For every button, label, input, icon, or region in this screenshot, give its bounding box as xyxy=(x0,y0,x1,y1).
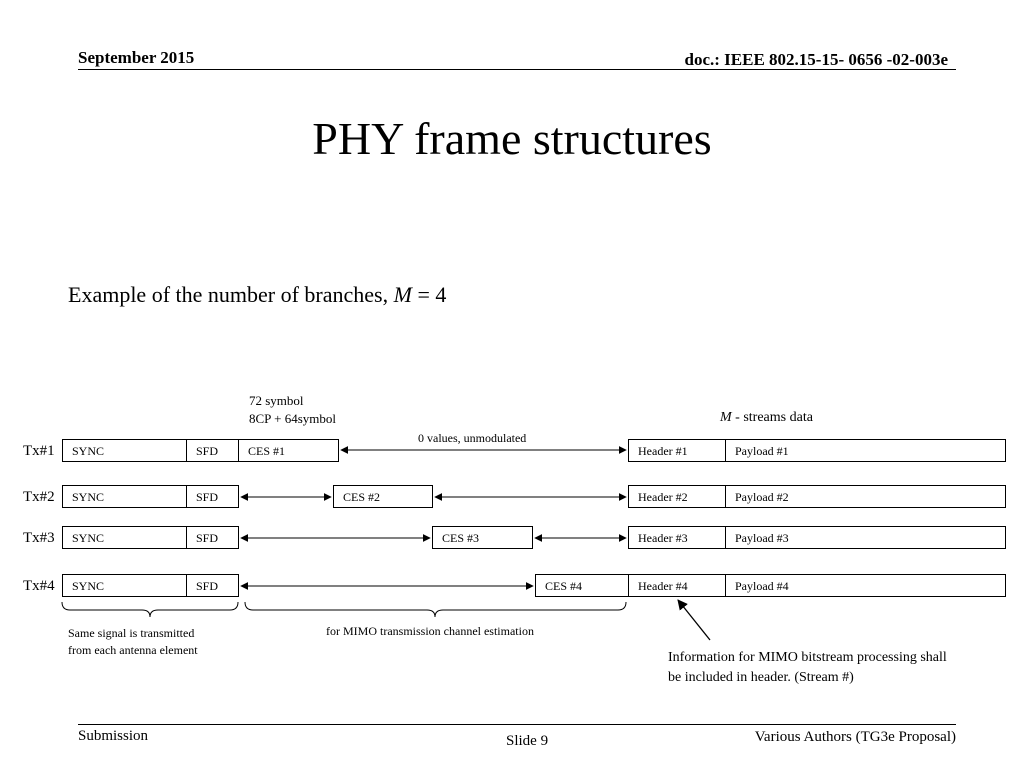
symbol-breakdown-label: 8CP + 64symbol xyxy=(249,411,337,426)
tx-label: Tx#3 xyxy=(23,530,55,546)
sfd-field: SFD xyxy=(186,526,239,549)
header-info-note: Information for MIMO bitstream processing shall be included in header. (Stream #) xyxy=(668,650,947,685)
sfd-field: SFD xyxy=(186,439,239,462)
tx-label: Tx#2 xyxy=(23,489,55,505)
same-signal-note xyxy=(68,625,248,659)
payload-field: Payload #2 xyxy=(725,485,1006,508)
payload-field: Payload #1 xyxy=(725,439,1006,462)
footer-authors: Various Authors (TG3e Proposal) xyxy=(754,729,956,745)
mimo-estimation-label: for MIMO transmission channel estimation xyxy=(326,624,534,638)
same-signal-brace xyxy=(62,602,238,617)
sfd-field: SFD xyxy=(186,485,239,508)
header-field: Header #2 xyxy=(628,485,726,508)
subtitle-suffix: = 4 xyxy=(411,282,447,307)
ces-field: CES #2 xyxy=(333,485,433,508)
ces-field: CES #1 xyxy=(238,439,339,462)
same-signal-line-1: Same signal is transmitted xyxy=(68,626,195,640)
footer-slide-number: Slide 9 xyxy=(506,733,549,749)
footer-rule xyxy=(78,724,956,725)
header-field: Header #1 xyxy=(628,439,726,462)
same-signal-line-2: from each antenna element xyxy=(68,643,198,657)
header-pointer-arrow xyxy=(678,600,710,640)
header-field: Header #4 xyxy=(628,574,726,597)
sync-field: SYNC xyxy=(62,439,187,462)
header-field: Header #3 xyxy=(628,526,726,549)
tx-label: Tx#1 xyxy=(23,443,55,459)
sync-field: SYNC xyxy=(62,574,187,597)
payload-field: Payload #3 xyxy=(725,526,1006,549)
zero-values-label: 0 values, unmodulated xyxy=(418,431,527,445)
sfd-field: SFD xyxy=(186,574,239,597)
payload-field: Payload #4 xyxy=(725,574,1006,597)
subtitle-var: M xyxy=(393,282,412,307)
streams-var: M xyxy=(720,410,732,425)
header-date: September 2015 xyxy=(78,48,195,67)
tx-label: Tx#4 xyxy=(23,578,55,594)
symbol-count-label: 72 symbol xyxy=(249,393,304,408)
ces-field: CES #4 xyxy=(535,574,629,597)
streams-text: - streams data xyxy=(731,410,813,425)
mimo-estimation-brace xyxy=(245,602,626,617)
sync-field: SYNC xyxy=(62,526,187,549)
sync-field: SYNC xyxy=(62,485,187,508)
footer-submission: Submission xyxy=(78,728,149,744)
slide-title: PHY frame structures xyxy=(312,113,712,164)
ces-field: CES #3 xyxy=(432,526,533,549)
header-doc-id: doc.: IEEE 802.15-15- 0656 -02-003e xyxy=(684,50,948,69)
subtitle-prefix: Example of the number of branches, xyxy=(68,282,394,307)
